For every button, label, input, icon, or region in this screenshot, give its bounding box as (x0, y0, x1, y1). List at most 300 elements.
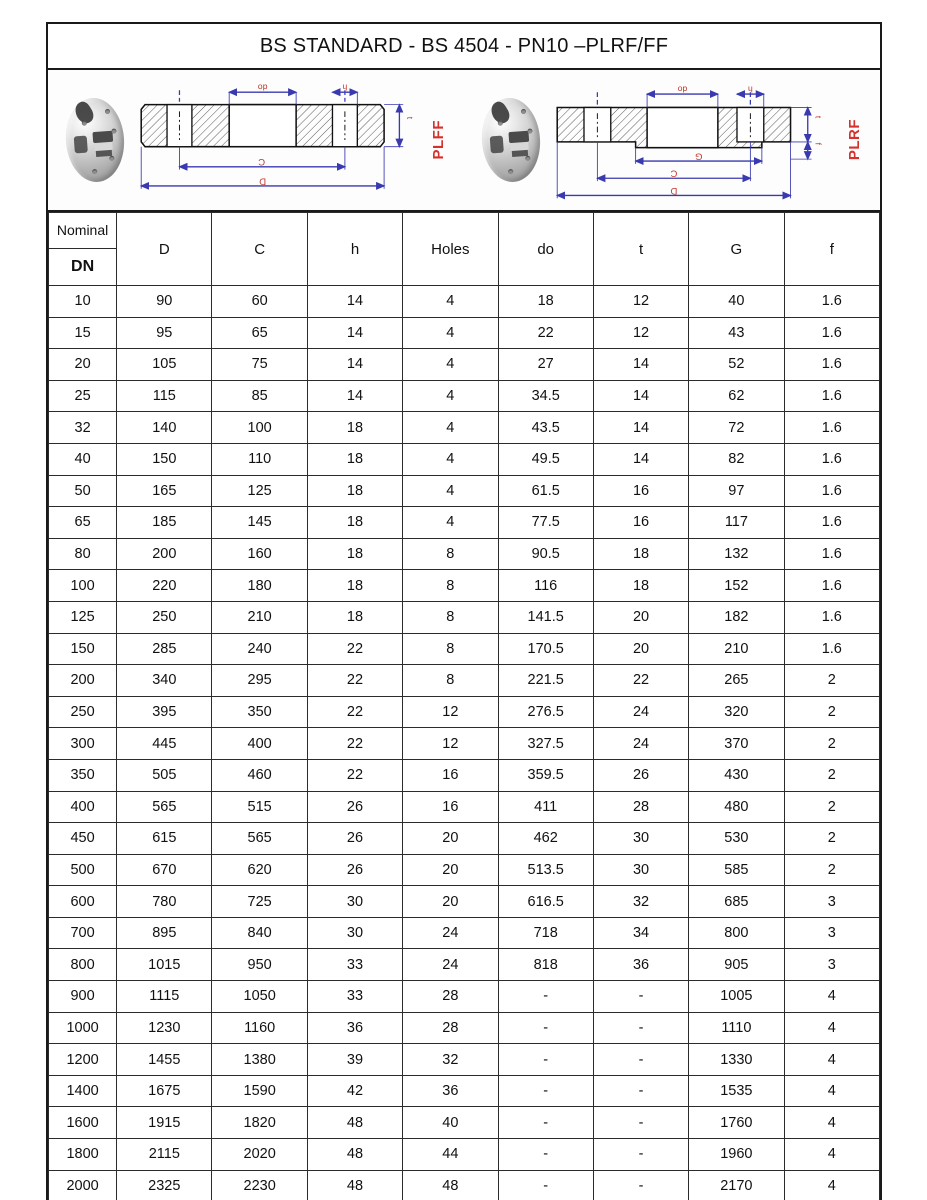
table-row (49, 380, 880, 412)
cell-value: - (498, 1075, 593, 1107)
cell-value: - (498, 981, 593, 1013)
cell-value: 445 (117, 728, 212, 760)
cell-value: 1820 (212, 1107, 307, 1139)
cell-value: 565 (212, 823, 307, 855)
cell-value: 221.5 (498, 665, 593, 697)
cell-value: 480 (689, 791, 784, 823)
cell-value: 8 (403, 570, 498, 602)
cell-value: 1.6 (784, 412, 879, 444)
cell-value: 2 (784, 759, 879, 791)
cell-value: 48 (403, 1170, 498, 1200)
cell-value: 400 (212, 728, 307, 760)
cell-dn: 15 (49, 317, 117, 349)
cell-value: 18 (307, 475, 402, 507)
cell-dn: 800 (49, 949, 117, 981)
cell-value: 117 (689, 507, 784, 539)
figure-tag-plrf: PLRF (846, 119, 863, 161)
cell-value: 240 (212, 633, 307, 665)
cell-value: 4 (403, 380, 498, 412)
cell-value: 28 (403, 981, 498, 1013)
cell-value: 34 (593, 917, 688, 949)
cell-value: 18 (307, 507, 402, 539)
cell-value: 250 (117, 601, 212, 633)
cell-value: - (498, 1044, 593, 1076)
cell-value: 2020 (212, 1139, 307, 1171)
cell-value: 18 (307, 443, 402, 475)
cell-dn: 1000 (49, 1012, 117, 1044)
figure-plrf (464, 70, 880, 210)
cell-value: 4 (784, 1107, 879, 1139)
bolt-hole-icon (82, 120, 87, 125)
header-col-C: C (212, 213, 307, 286)
cell-value: 818 (498, 949, 593, 981)
cell-value: 2 (784, 823, 879, 855)
cell-value: 26 (593, 759, 688, 791)
bolt-hole-icon (525, 156, 530, 161)
cell-value: 4 (784, 981, 879, 1013)
cell-value: 4 (784, 1012, 879, 1044)
cell-value: 515 (212, 791, 307, 823)
cell-dn: 1400 (49, 1075, 117, 1107)
cell-value: - (593, 1075, 688, 1107)
cell-value: 36 (307, 1012, 402, 1044)
cell-value: 2115 (117, 1139, 212, 1171)
cell-dn: 125 (49, 601, 117, 633)
cell-value: 2230 (212, 1170, 307, 1200)
table-row (49, 443, 880, 475)
cell-dn: 500 (49, 854, 117, 886)
cell-value: 2170 (689, 1170, 784, 1200)
bolt-hole-icon (112, 128, 117, 133)
cell-value: 20 (403, 823, 498, 855)
cell-value: 60 (212, 286, 307, 318)
cell-value: 18 (307, 538, 402, 570)
cell-dn: 250 (49, 696, 117, 728)
flange-spec-table (48, 212, 880, 1200)
cell-value: 24 (403, 949, 498, 981)
cell-value: 1.6 (784, 349, 879, 381)
table-row (49, 412, 880, 444)
cell-value: - (593, 1012, 688, 1044)
cell-value: 2 (784, 854, 879, 886)
flange-section-drawing-plff (124, 70, 430, 210)
figure-plff (48, 70, 464, 210)
cell-value: 28 (403, 1012, 498, 1044)
bolt-hole-icon (92, 168, 97, 173)
cell-value: 22 (307, 728, 402, 760)
cell-value: 30 (593, 823, 688, 855)
cell-value: 1.6 (784, 475, 879, 507)
table-row (49, 1107, 880, 1139)
cell-value: - (593, 1107, 688, 1139)
cell-value: 22 (307, 665, 402, 697)
cell-value: 49.5 (498, 443, 593, 475)
page-title: BS STANDARD - BS 4504 - PN10 –PLRF/FF (259, 34, 669, 57)
cell-value: 460 (212, 759, 307, 791)
cell-value: 265 (689, 665, 784, 697)
cell-value: 14 (307, 317, 402, 349)
cell-dn: 100 (49, 570, 117, 602)
cell-value: 8 (403, 601, 498, 633)
cell-value: 1535 (689, 1075, 784, 1107)
table-row (49, 570, 880, 602)
cell-value: 718 (498, 917, 593, 949)
table-row (49, 349, 880, 381)
table-row (49, 917, 880, 949)
cell-value: 90 (117, 286, 212, 318)
svg-text:do: do (677, 84, 688, 95)
svg-text:h: h (747, 84, 753, 95)
cell-value: 22 (307, 696, 402, 728)
cell-value: 4 (403, 475, 498, 507)
cell-value: 85 (212, 380, 307, 412)
cell-value: 505 (117, 759, 212, 791)
table-row (49, 1044, 880, 1076)
cell-dn: 700 (49, 917, 117, 949)
table-row (49, 823, 880, 855)
cell-dn: 80 (49, 538, 117, 570)
cell-value: 1.6 (784, 286, 879, 318)
cell-value: 1230 (117, 1012, 212, 1044)
cell-value: 36 (593, 949, 688, 981)
cell-value: 2 (784, 665, 879, 697)
cell-value: 105 (117, 349, 212, 381)
cell-value: 16 (403, 759, 498, 791)
cell-dn: 40 (49, 443, 117, 475)
svg-text:D: D (670, 184, 678, 196)
cell-value: 18 (307, 601, 402, 633)
cell-value: 1.6 (784, 601, 879, 633)
cell-value: 4 (403, 317, 498, 349)
cell-value: 4 (403, 349, 498, 381)
cell-value: 48 (307, 1170, 402, 1200)
cell-value: 18 (593, 538, 688, 570)
cell-value: 2325 (117, 1170, 212, 1200)
table-row (49, 665, 880, 697)
cell-value: 14 (307, 380, 402, 412)
cell-value: 116 (498, 570, 593, 602)
bolt-hole-icon (104, 109, 109, 114)
table-row (49, 475, 880, 507)
cell-value: 4 (784, 1044, 879, 1076)
svg-text:f: f (813, 142, 824, 146)
cell-value: 3 (784, 917, 879, 949)
cell-value: 4 (403, 412, 498, 444)
cell-value: 285 (117, 633, 212, 665)
cell-value: 1330 (689, 1044, 784, 1076)
cell-value: 1050 (212, 981, 307, 1013)
cell-dn: 150 (49, 633, 117, 665)
cell-dn: 10 (49, 286, 117, 318)
cell-value: - (593, 1170, 688, 1200)
cell-dn: 900 (49, 981, 117, 1013)
flange-photo-plrf (479, 96, 543, 184)
bolt-hole-icon (528, 128, 533, 133)
cell-value: 82 (689, 443, 784, 475)
bolt-hole-icon (109, 156, 114, 161)
cell-value: 30 (307, 917, 402, 949)
flange-section-drawing-plrf (540, 70, 846, 210)
cell-value: 1380 (212, 1044, 307, 1076)
cell-value: 320 (689, 696, 784, 728)
header-col-h: h (307, 213, 402, 286)
cell-value: 4 (784, 1170, 879, 1200)
cell-dn: 50 (49, 475, 117, 507)
cell-value: 65 (212, 317, 307, 349)
bolt-hole-icon (520, 109, 525, 114)
cell-value: 327.5 (498, 728, 593, 760)
cell-value: 12 (593, 286, 688, 318)
cell-value: 2 (784, 791, 879, 823)
svg-text:t: t (405, 116, 416, 120)
cell-value: 43 (689, 317, 784, 349)
cell-value: 33 (307, 949, 402, 981)
cell-value: 24 (403, 917, 498, 949)
cell-value: 16 (403, 791, 498, 823)
cell-value: 160 (212, 538, 307, 570)
cell-value: 780 (117, 886, 212, 918)
cell-value: 220 (117, 570, 212, 602)
table-row (49, 791, 880, 823)
cell-value: 14 (593, 380, 688, 412)
cell-value: 3 (784, 886, 879, 918)
cell-value: 132 (689, 538, 784, 570)
cell-value: 20 (593, 633, 688, 665)
cell-value: 616.5 (498, 886, 593, 918)
cell-value: 36 (403, 1075, 498, 1107)
cell-value: 14 (307, 349, 402, 381)
cell-dn: 32 (49, 412, 117, 444)
table-row (49, 317, 880, 349)
cell-value: 18 (593, 570, 688, 602)
cell-value: 33 (307, 981, 402, 1013)
cell-value: 1.6 (784, 538, 879, 570)
table-body (49, 286, 880, 1200)
cell-value: 12 (403, 696, 498, 728)
cell-value: 20 (403, 854, 498, 886)
cell-value: 150 (117, 443, 212, 475)
table-row (49, 981, 880, 1013)
cell-value: 395 (117, 696, 212, 728)
cell-value: 4 (403, 286, 498, 318)
cell-value: 115 (117, 380, 212, 412)
cell-value: 40 (689, 286, 784, 318)
flange-bore (93, 130, 113, 142)
cell-value: 30 (593, 854, 688, 886)
cell-value: 200 (117, 538, 212, 570)
cell-dn: 1800 (49, 1139, 117, 1171)
cell-value: 180 (212, 570, 307, 602)
cell-value: 670 (117, 854, 212, 886)
cell-dn: 200 (49, 665, 117, 697)
cell-value: 95 (117, 317, 212, 349)
cell-value: 75 (212, 349, 307, 381)
cell-value: 1160 (212, 1012, 307, 1044)
cell-dn: 450 (49, 823, 117, 855)
table-row (49, 1139, 880, 1171)
cell-value: 16 (593, 475, 688, 507)
cell-dn: 20 (49, 349, 117, 381)
cell-value: 1.6 (784, 507, 879, 539)
svg-text:do: do (257, 82, 268, 93)
cell-value: 8 (403, 538, 498, 570)
cell-value: 1.6 (784, 570, 879, 602)
table-row (49, 507, 880, 539)
cell-value: 210 (212, 601, 307, 633)
cell-value: 12 (593, 317, 688, 349)
cell-value: 40 (403, 1107, 498, 1139)
cell-value: 185 (117, 507, 212, 539)
cell-value: 210 (689, 633, 784, 665)
cell-value: 141.5 (498, 601, 593, 633)
cell-value: 32 (593, 886, 688, 918)
cell-value: 1110 (689, 1012, 784, 1044)
table-row (49, 886, 880, 918)
cell-dn: 65 (49, 507, 117, 539)
cell-value: 62 (689, 380, 784, 412)
cell-value: 77.5 (498, 507, 593, 539)
cell-value: 20 (403, 886, 498, 918)
cell-value: 2 (784, 696, 879, 728)
cell-value: 615 (117, 823, 212, 855)
svg-text:C: C (258, 156, 266, 168)
cell-value: 685 (689, 886, 784, 918)
cell-value: 18 (498, 286, 593, 318)
cell-value: 48 (307, 1107, 402, 1139)
table-row (49, 601, 880, 633)
table-row (49, 1170, 880, 1200)
cell-value: 27 (498, 349, 593, 381)
cell-value: 4 (784, 1075, 879, 1107)
cell-value: 61.5 (498, 475, 593, 507)
cell-value: 340 (117, 665, 212, 697)
svg-text:D: D (259, 175, 267, 187)
svg-text:t: t (813, 115, 824, 119)
cell-value: 530 (689, 823, 784, 855)
table-row (49, 1075, 880, 1107)
cell-value: 28 (593, 791, 688, 823)
table-row (49, 1012, 880, 1044)
cell-value: 26 (307, 854, 402, 886)
cell-value: 430 (689, 759, 784, 791)
flange-photo-plff (63, 96, 127, 184)
header-col-t: t (593, 213, 688, 286)
cell-value: 1455 (117, 1044, 212, 1076)
header-nominal-dn (49, 213, 117, 286)
cell-value: 513.5 (498, 854, 593, 886)
table-row (49, 949, 880, 981)
cell-value: 4 (403, 507, 498, 539)
header-col-do: do (498, 213, 593, 286)
cell-dn: 600 (49, 886, 117, 918)
cell-value: 182 (689, 601, 784, 633)
cell-value: 14 (593, 349, 688, 381)
cell-value: - (593, 1044, 688, 1076)
cell-value: 1760 (689, 1107, 784, 1139)
cell-value: 100 (212, 412, 307, 444)
cell-value: 1960 (689, 1139, 784, 1171)
header-col-Holes: Holes (403, 213, 498, 286)
cell-value: 950 (212, 949, 307, 981)
svg-text:G: G (695, 150, 703, 162)
cell-value: 97 (689, 475, 784, 507)
cell-value: 8 (403, 633, 498, 665)
cell-value: 165 (117, 475, 212, 507)
title-bar (48, 24, 880, 70)
cell-value: 170.5 (498, 633, 593, 665)
cell-value: 462 (498, 823, 593, 855)
cell-value: 16 (593, 507, 688, 539)
cell-value: 12 (403, 728, 498, 760)
cell-value: 1.6 (784, 317, 879, 349)
cell-value: 1915 (117, 1107, 212, 1139)
cell-value: 8 (403, 665, 498, 697)
cell-value: 295 (212, 665, 307, 697)
table-row (49, 728, 880, 760)
svg-text:h: h (342, 82, 348, 93)
cell-value: - (498, 1107, 593, 1139)
cell-value: 1675 (117, 1075, 212, 1107)
cell-value: 840 (212, 917, 307, 949)
cell-value: 565 (117, 791, 212, 823)
cell-value: 585 (689, 854, 784, 886)
cell-value: 276.5 (498, 696, 593, 728)
cell-value: 110 (212, 443, 307, 475)
cell-value: - (498, 1012, 593, 1044)
cell-value: 14 (593, 443, 688, 475)
cell-value: 72 (689, 412, 784, 444)
table-row (49, 696, 880, 728)
header-col-D: D (117, 213, 212, 286)
header-col-f: f (784, 213, 879, 286)
cell-value: 1.6 (784, 443, 879, 475)
cell-value: 18 (307, 570, 402, 602)
cell-value: 3 (784, 949, 879, 981)
cell-value: 14 (593, 412, 688, 444)
table-row (49, 286, 880, 318)
cell-dn: 400 (49, 791, 117, 823)
cell-dn: 300 (49, 728, 117, 760)
table-row (49, 538, 880, 570)
cell-value: 370 (689, 728, 784, 760)
cell-value: 43.5 (498, 412, 593, 444)
table-row (49, 633, 880, 665)
cell-value: 39 (307, 1044, 402, 1076)
cell-value: 411 (498, 791, 593, 823)
cell-value: 895 (117, 917, 212, 949)
cell-value: 22 (307, 759, 402, 791)
cell-value: 1005 (689, 981, 784, 1013)
figure-row (48, 70, 880, 212)
spec-sheet (46, 22, 882, 1200)
cell-value: 22 (307, 633, 402, 665)
cell-value: 1015 (117, 949, 212, 981)
cell-value: 140 (117, 412, 212, 444)
cell-value: 1115 (117, 981, 212, 1013)
cell-value: 125 (212, 475, 307, 507)
cell-value: 4 (403, 443, 498, 475)
cell-value: 90.5 (498, 538, 593, 570)
table-header (49, 213, 880, 286)
cell-value: 48 (307, 1139, 402, 1171)
flange-bore (509, 130, 529, 142)
cell-dn: 25 (49, 380, 117, 412)
cell-value: 52 (689, 349, 784, 381)
header-nominal-label: Nominal (49, 213, 116, 249)
cell-value: 18 (307, 412, 402, 444)
cell-dn: 1600 (49, 1107, 117, 1139)
bolt-hole-icon (498, 120, 503, 125)
